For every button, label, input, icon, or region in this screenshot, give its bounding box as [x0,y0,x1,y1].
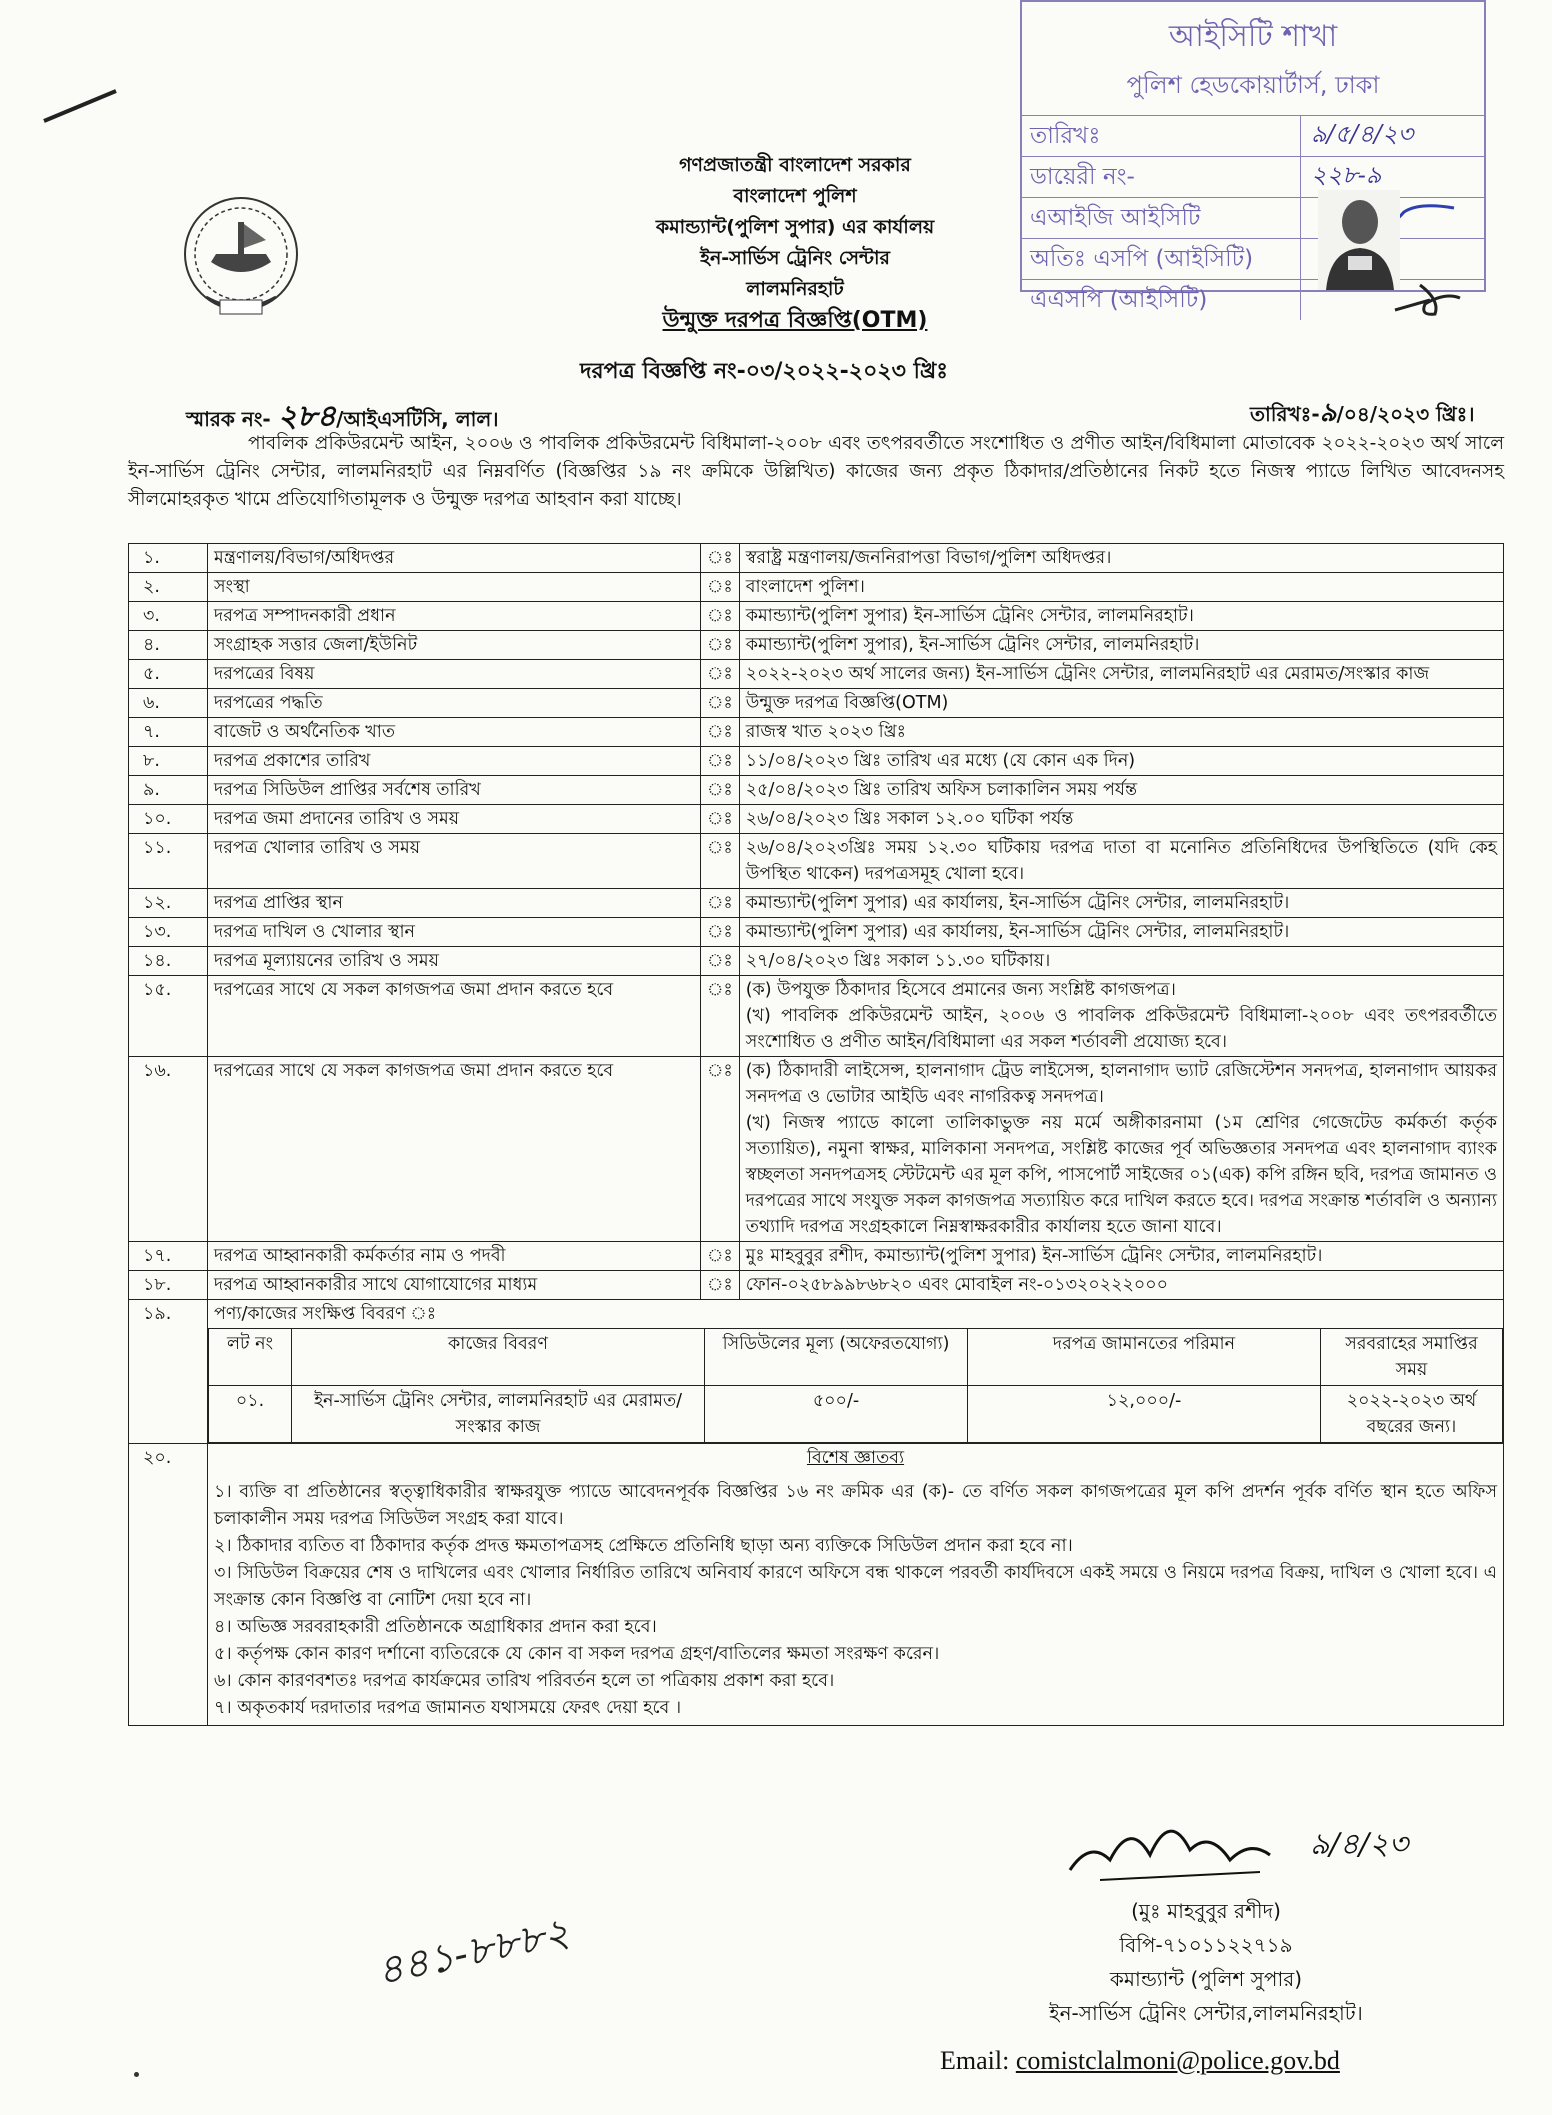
initial-mark-icon [1390,280,1470,320]
stamp-label: অতিঃ এসপি (আইসিটি) [1022,239,1301,279]
row-number: ৩. [129,602,208,631]
signatory-bp: বিপি-৭১০১১২২৭১৯ [1119,1933,1293,1957]
row-separator: ঃ [701,805,740,834]
stamp-label: এআইজি আইসিটি [1022,198,1301,238]
table-row [129,918,1504,947]
row-number: ৯. [129,776,208,805]
row-separator: ঃ [701,544,740,573]
special-note-item: ৪। অভিজ্ঞ সরবরাহকারী প্রতিষ্ঠানকে অগ্রাধিকার প্রদান করা হবে। [214,1617,657,1637]
row-value: স্বরাষ্ট্র মন্ত্রণালয়/জননিরাপত্তা বিভাগ/পুলিশ অধিদপ্তর। [739,544,1503,573]
row-number: ৪. [129,631,208,660]
special-note-item: ৩। সিডিউল বিক্রয়ের শেষ ও দাখিলের এবং খোলার নির্ধারিত তারিখে অনিবার্য কারণে অফিসে বন্ধ থাকলে পরবর্তী কার্যদিবসে একই সময়ে ও নিয়মে দরপত্র বিক্রয়, দাখিল ও খোলা হবে। এ সংক্রান্ত কোন বিজ্ঞপ্তি বা নোটিশ দেয়া হবে না। [214,1563,1497,1610]
signature-date: ৯/৪/২৩ [1310,1827,1409,1862]
stamp-handwritten: ৯/৫/৪/২৩ [1311,120,1414,148]
row-separator: ঃ [701,718,740,747]
table-row [129,1057,1504,1242]
row-number: ১. [129,544,208,573]
table-row [129,747,1504,776]
table-row [129,776,1504,805]
column-header: সিডিউলের মূল্য (অফেরতযোগ্য) [705,1329,968,1386]
row-label: পণ্য/কাজের সংক্ষিপ্ত বিবরণ ঃ [214,1304,437,1324]
row-label: দরপত্র সম্পাদনকারী প্রধান [208,602,701,631]
row-number: ১০. [129,805,208,834]
row-value: মুঃ মাহবুবুর রশীদ, কমান্ড্যান্ট(পুলিশ সুপার) ইন-সার্ভিস ট্রেনিং সেন্টার, লালমনিরহাট। [739,1242,1503,1271]
completion-time: ২০২২-২০২৩ অর্থ বছরের জন্য। [1321,1386,1503,1443]
table-row [129,1271,1504,1300]
row-separator: ঃ [701,889,740,918]
tender-security: ১২,০০০/- [968,1386,1321,1443]
stamp-label: ডায়েরী নং- [1022,157,1301,197]
table-row [129,631,1504,660]
row-value: ফোন-০২৫৮৯৯৮৬৮২০ এবং মোবাইল নং-০১৩২০২২২০০০ [739,1271,1503,1300]
column-header: সরবরাহের সমাপ্তির সময় [1321,1329,1503,1386]
row-number: ৬. [129,689,208,718]
table-row [129,947,1504,976]
tender-details-table [128,543,1504,1726]
row-number: ৫. [129,660,208,689]
row-number: ২০. [129,1444,208,1726]
row-value: ১১/০৪/২০২৩ খ্রিঃ তারিখ এর মধ্যে (যে কোন এক দিন) [739,747,1503,776]
row-value: ২৫/০৪/২০২৩ খ্রিঃ তারিখ অফিস চলাকালিন সময় পর্যন্ত [739,776,1503,805]
portrait-icon [1318,190,1400,290]
row-number: ১৬. [129,1057,208,1242]
table-row [129,544,1504,573]
row-label: দরপত্র জমা প্রদানের তারিখ ও সময় [208,805,701,834]
row-value: ২৬/০৪/২০২৩খ্রিঃ সময় ১২.৩০ ঘটিকায় দরপত্র দাতা বা মনোনিত প্রতিনিধিদের উপস্থিতিতে (যদি কেহ উপস্থিত থাকেন) দরপত্রসমূহ খোলা হবে। [739,834,1503,889]
column-header: লট নং [209,1329,292,1386]
header-line: ইন-সার্ভিস ট্রেনিং সেন্টার [700,247,890,269]
row-separator: ঃ [701,631,740,660]
letter-header [560,150,1030,336]
column-header: কাজের বিবরণ [292,1329,705,1386]
row-label: দরপত্র মূল্যায়নের তারিখ ও সময় [208,947,701,976]
row-label: দরপত্র সিডিউল প্রাপ্তির সর্বশেষ তারিখ [208,776,701,805]
table-row [129,660,1504,689]
signatory-designation: কমান্ড্যান্ট (পুলিশ সুপার) [1109,1967,1303,1991]
schedule-price: ৫০০/- [705,1386,968,1443]
row-label: বাজেট ও অর্থনৈতিক খাত [208,718,701,747]
row-number: ১১. [129,834,208,889]
row-number: ১৩. [129,918,208,947]
table-row [129,1300,1504,1444]
row-separator: ঃ [701,1271,740,1300]
table-row [129,573,1504,602]
row-value: কমান্ড্যান্ট(পুলিশ সুপার) ইন-সার্ভিস ট্রেনিং সেন্টার, লালমনিরহাট। [739,602,1503,631]
table-row [129,718,1504,747]
row16-item-a: (ক) ঠিকাদারী লাইসেন্স, হালনাগাদ ট্রেড লাইসেন্স, হালনাগাদ ভ্যাট রেজিস্টেশন সনদপত্র, হালনাগাদ আয়কর সনদপত্র ও ভোটার আইডি এবং নাগরিকত্ব সনদপত্র। [745,1061,1497,1107]
row-number: ২. [129,573,208,602]
row19-content [208,1300,1504,1444]
table-row [129,805,1504,834]
row-value: উন্মুক্ত দরপত্র বিজ্ঞপ্তি(OTM) [739,689,1503,718]
table-row [129,602,1504,631]
table-header-row [209,1329,1503,1386]
column-header: দরপত্র জামানতের পরিমান [968,1329,1321,1386]
row16-item-b: (খ) নিজস্ব প্যাডে কালো তালিকাভুক্ত নয় মর্মে অঙ্গীকারনামা (১ম শ্রেণির গেজেটেড কর্মকর্তা কর্তৃক সত্যায়িত), নমুনা স্বাক্ষর, মালিকানা সনদপত্র, সংশ্লিষ্ট কাজের পূর্ব অভিজ্ঞতার সনদপত্র এবং হালনাগাদ ব্যাংক স্বচ্ছলতা সনদপত্রসহ স্টেটমেন্ট এর মূল কপি, পাসপোর্ট সাইজের ০১(এক) কপি রঙ্গিন ছবি, দরপত্র জামানত ও দরপত্রের সাথে সংযুক্ত সকল কাগজপত্র সত্যায়িত করে দাখিল করতে হবে। দরপত্র সংক্রান্ত শর্তাবলি ও অন্যান্য তথ্যাদি দরপত্র সংগ্রহকালে নিম্নস্বাক্ষরকারীর কার্যালয় হতে জানা যাবে। [745,1113,1498,1237]
table-row [129,1242,1504,1271]
row-value: রাজস্ব খাত ২০২৩ খ্রিঃ [739,718,1503,747]
row-label: দরপত্র আহ্বানকারী কর্মকর্তার নাম ও পদবী [208,1242,701,1271]
header-line: লালমনিরহাট [746,278,844,300]
row-value: বাংলাদেশ পুলিশ। [739,573,1503,602]
special-notes-list [214,1479,1497,1722]
row-number: ১৮. [129,1271,208,1300]
pen-stroke-icon [40,85,120,125]
table-row [129,976,1504,1057]
row-label: দরপত্র খোলার তারিখ ও সময় [208,834,701,889]
header-line: কমান্ড্যান্ট(পুলিশ সুপার) এর কার্যালয় [655,216,935,238]
row-value: ২৭/০৪/২০২৩ খ্রিঃ সকাল ১১.৩০ ঘটিকায়। [739,947,1503,976]
stamp-label: তারিখঃ [1022,116,1301,156]
special-note-item: ৬। কোন কারণবশতঃ দরপত্র কার্যক্রমের তারিখ পরিবর্তন হলে তা পত্রিকায় প্রকাশ করা হবে। [214,1671,835,1691]
special-note-item: ৫। কর্তৃপক্ষ কোন কারণ দর্শানো ব্যতিরেকে যে কোন বা সকল দরপত্র গ্রহণ/বাতিলের ক্ষমতা সংরক্ষণ করেন। [214,1644,940,1664]
row-separator: ঃ [701,976,740,1057]
email-link[interactable]: comistclalmoni@police.gov.bd [1015,2046,1340,2075]
table-row [209,1386,1503,1443]
special-notes-title: বিশেষ জ্ঞাতব্য [806,1448,905,1468]
memo-suffix: /আইএসটিসি, লাল। [336,407,499,431]
row-number: ১৪. [129,947,208,976]
police-emblem-icon [176,192,306,324]
row-value [739,1057,1503,1242]
row-value: কমান্ড্যান্ট(পুলিশ সুপার) এর কার্যালয়, ইন-সার্ভিস ট্রেনিং সেন্টার, লালমনিরহাট। [739,918,1503,947]
row-separator: ঃ [701,1057,740,1242]
row-label: দরপত্রের বিষয় [208,660,701,689]
signatory-name: (মুঃ মাহবুবুর রশীদ) [1131,1899,1281,1923]
stamp-handwritten: ২২৮-৯ [1311,161,1382,189]
row-value: ২৬/০৪/২০২৩ খ্রিঃ সকাল ১২.০০ ঘটিকা পর্যন্ত [739,805,1503,834]
row-separator: ঃ [701,1242,740,1271]
email-line [940,2046,1340,2076]
row-separator: ঃ [701,573,740,602]
table-row [129,689,1504,718]
row-value [739,976,1503,1057]
row-number: ১৭. [129,1242,208,1271]
row-number: ৭. [129,718,208,747]
memo-date-handwritten: ৯ [1319,398,1337,428]
received-stamp [1020,0,1486,313]
special-note-item: ১। ব্যক্তি বা প্রতিষ্ঠানের স্বত্ত্বাধিকারীর স্বাক্ষরযুক্ত প্যাডে আবেদনপূর্বক বিজ্ঞপ্তির ১৬ নং ক্রমিক এর (ক)- তে বর্ণিত সকল কাগজপত্রের মূল কপি প্রদর্শন পূর্বক বর্ণিত স্থান হতে অফিস চলাকালীন সময় দরপত্র সিডিউল সংগ্রহ করা যাবে। [214,1482,1497,1529]
row-label: সংস্থা [208,573,701,602]
row-number: ১৯. [129,1300,208,1444]
row-number: ১২. [129,889,208,918]
intro-paragraph: পাবলিক প্রকিউরমেন্ট আইন, ২০০৬ ও পাবলিক প্রকিউরমেন্ট বিধিমালা-২০০৮ এবং তৎপরবর্তীতে সংশোধিত ও প্রণীত আইন/বিধিমালা মোতাবেক ২০২২-২০২৩ অর্থ সালে ইন-সার্ভিস ট্রেনিং সেন্টার, লালমনিরহাট এর নিম্নবর্ণিত (বিজ্ঞপ্তির ১৯ নং ক্রমিকে উল্লিখিত) কাজের জন্য প্রকৃত ঠিকাদার/প্রতিষ্ঠানের নিকট হতে নিজস্ব প্যাডে লিখিত আবেদনসহ সীলমোহরকৃত খামে প্রতিযোগিতামূলক ও উন্মুক্ত দরপত্র আহবান করা যাচ্ছে। [128,433,1504,510]
table-row [129,834,1504,889]
row15-item-a: (ক) উপযুক্ত ঠিকাদার হিসেবে প্রমানের জন্য সংশ্লিষ্ট কাগজপত্র। [745,980,1176,1000]
special-note-item: ৭। অকৃতকার্য দরদাতার দরপত্র জামানত যথাসময়ে ফেরৎ দেয়া হবে । [214,1698,682,1718]
stamp-row-addl-sp [1022,238,1484,279]
table-row [129,1444,1504,1726]
row-label: দরপত্রের সাথে যে সকল কাগজপত্র জমা প্রদান করতে হবে [208,976,701,1057]
signatory-block [1026,1894,1386,2030]
row-label: দরপত্র প্রাপ্তির স্থান [208,889,701,918]
row-separator: ঃ [701,947,740,976]
row-separator: ঃ [701,602,740,631]
handwritten-margin-note: ৪৪১-৮৮৮২ [373,1909,574,1995]
memo-prefix: স্মারক নং- [186,407,271,431]
row-value: কমান্ড্যান্ট(পুলিশ সুপার), ইন-সার্ভিস ট্রেনিং সেন্টার, লালমনিরহাট। [739,631,1503,660]
memo-date-suffix: /০৪/২০২৩ খ্রিঃ। [1336,402,1475,426]
stamp-label: এএসপি (আইসিটি) [1022,280,1301,320]
row-label: দরপত্রের পদ্ধতি [208,689,701,718]
special-notes [208,1444,1504,1726]
row-separator: ঃ [701,689,740,718]
otm-title: উন্মুক্ত দরপত্র বিজ্ঞপ্তি(OTM) [662,308,928,333]
stamp-row-diary [1022,156,1484,197]
row-label: সংগ্রাহক সত্তার জেলা/ইউনিট [208,631,701,660]
row-label: দরপত্র প্রকাশের তারিখ [208,747,701,776]
row-separator: ঃ [701,747,740,776]
table-row [129,889,1504,918]
row-number: ৮. [129,747,208,776]
header-line: বাংলাদেশ পুলিশ [733,185,857,207]
row-separator: ঃ [701,918,740,947]
row-label: দরপত্র আহ্বানকারীর সাথে যোগাযোগের মাধ্যম [208,1271,701,1300]
stamp-row-aig [1022,197,1484,238]
stamp-row-date [1022,115,1484,156]
ink-dot [134,2072,139,2077]
lot-number: ০১. [209,1386,292,1443]
stamp-subtitle: পুলিশ হেডকোয়ার্টার্স, ঢাকা [1126,71,1380,99]
row15-item-b: (খ) পাবলিক প্রকিউরমেন্ট আইন, ২০০৬ ও পাবলিক প্রকিউরমেন্ট বিধিমালা-২০০৮ এবং তৎপরবর্তীতে সংশোধিত ও প্রণীত আইন/বিধিমালা এর সকল শর্তাবলী প্রযোজ্য হবে। [745,1006,1497,1052]
email-label: Email: [940,2046,1010,2075]
row-label: দরপত্রের সাথে যে সকল কাগজপত্র জমা প্রদান করতে হবে [208,1057,701,1242]
signature-icon [1060,1800,1320,1890]
memo-date-prefix: তারিখঃ- [1250,402,1320,426]
header-line: গণপ্রজাতন্ত্রী বাংলাদেশ সরকার [679,154,911,176]
row-label: মন্ত্রণালয়/বিভাগ/অধিদপ্তর [208,544,701,573]
row-separator: ঃ [701,660,740,689]
stamp-row-asp [1022,279,1484,320]
work-description: ইন-সার্ভিস ট্রেনিং সেন্টার, লালমনিরহাট এর মেরামত/সংস্কার কাজ [292,1386,705,1443]
row-separator: ঃ [701,834,740,889]
work-summary-table [208,1328,1503,1443]
row-number: ১৫. [129,976,208,1057]
memo-handwritten-number: ২৮৪ [277,399,337,434]
row-label: দরপত্র দাখিল ও খোলার স্থান [208,918,701,947]
special-note-item: ২। ঠিকাদার ব্যতিত বা ঠিকাদার কর্তৃক প্রদত্ত ক্ষমতাপত্রসহ প্রেক্ষিতে প্রতিনিধি ছাড়া অন্য ব্যক্তিকে সিডিউল প্রদান করা হবে না। [214,1536,1073,1556]
stamp-title: আইসিটি শাখা [1168,19,1338,54]
row-separator: ঃ [701,776,740,805]
row-value: ২০২২-২০২৩ অর্থ সালের জন্য) ইন-সার্ভিস ট্রেনিং সেন্টার, লালমনিরহাট এর মেরামত/সংস্কার কাজ [739,660,1503,689]
row-value: কমান্ড্যান্ট(পুলিশ সুপার) এর কার্যালয়, ইন-সার্ভিস ট্রেনিং সেন্টার, লালমনিরহাট। [739,889,1503,918]
notice-number: দরপত্র বিজ্ঞপ্তি নং-০৩/২০২২-২০২৩ খ্রিঃ [580,359,949,384]
signatory-office: ইন-সার্ভিস ট্রেনিং সেন্টার,লালমনিরহাট। [1049,2001,1363,2025]
